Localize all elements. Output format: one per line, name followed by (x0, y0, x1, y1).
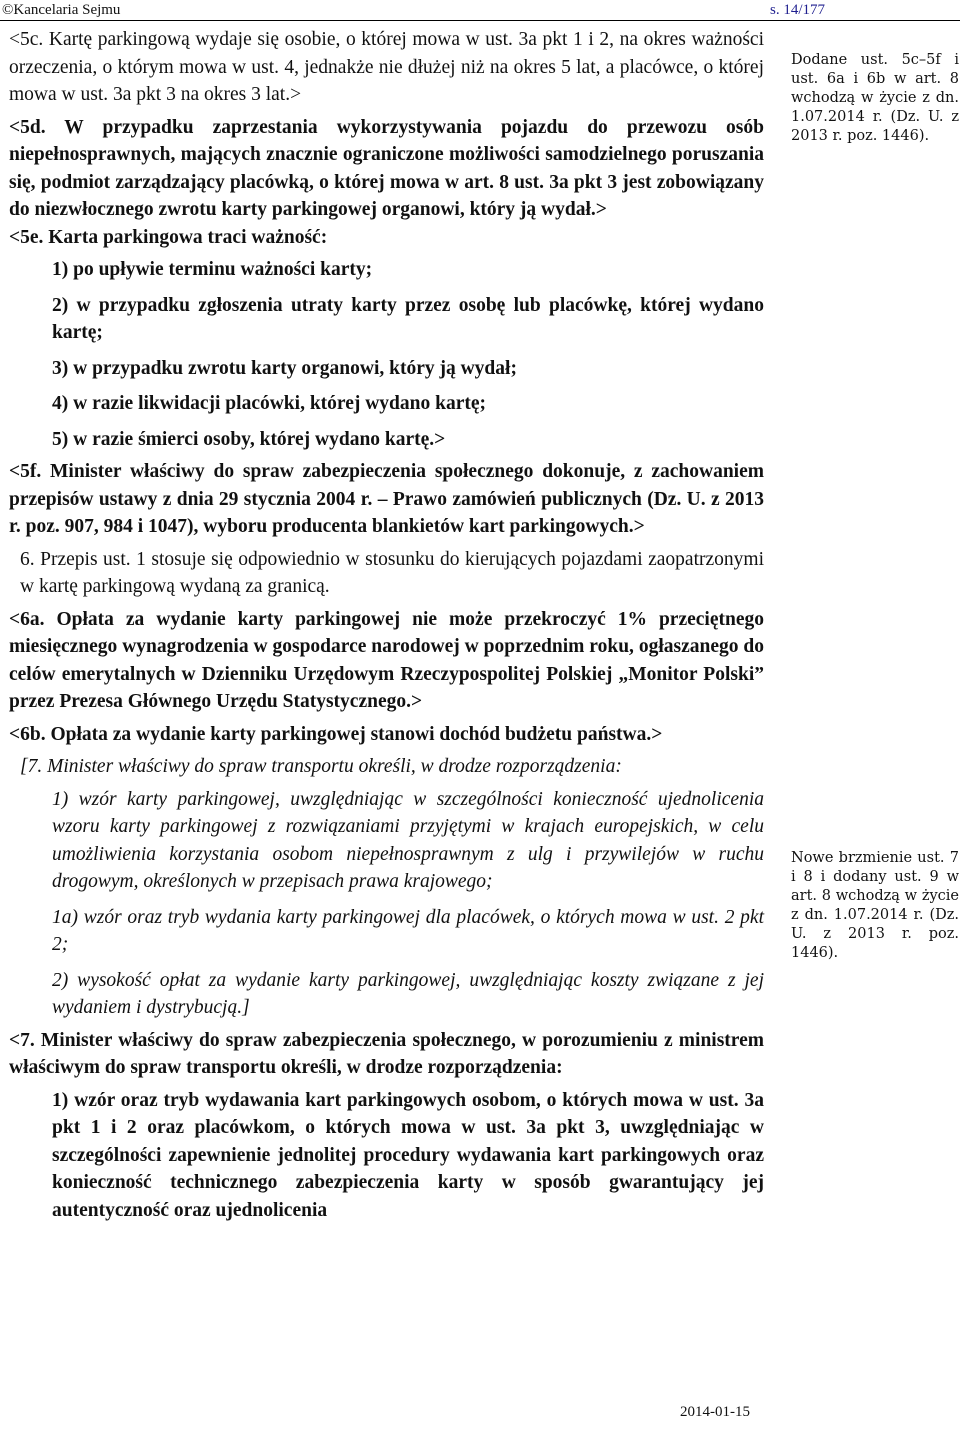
list-item: 3) w przypadku zwrotu karty organowi, który ją wydał; (52, 357, 517, 379)
side-note-new-wording: Nowe brzmienie ust. 7 i 8 i dodany ust. 9 w art. 8 wchodzą w życie z dn. 1.07.2014 r. (Dz. U. z 2013 r. poz. 1446). (791, 850, 959, 961)
paragraph-5f: <5f. Minister właściwy do spraw zabezpieczenia społecznego dokonuje, z zachowaniem przepisów ustawy z dnia 29 stycznia 2004 r. – Prawo zamówień publicznych (Dz. U. z 2013 r. poz. 907, 984 i 1047), wyboru producenta blankietów kart parkingowych.> (9, 461, 764, 537)
header-rule (0, 20, 960, 21)
paragraph-7-old-list (52, 786, 764, 1022)
list-item: 1) po upływie terminu ważności karty; (52, 259, 373, 280)
list-item: 2) wysokość opłat za wydanie karty parkingowej, uwzględniając koszty związane z jej wydaniem i dystrybucją.] (52, 969, 764, 1018)
list-item: 5) w razie śmierci osoby, której wydano kartę.> (52, 428, 446, 450)
list-item: 1) wzór oraz tryb wydawania kart parkingowych osobom, o których mowa w ust. 3a pkt 1 i 2 oraz placówkom, o których mowa w ust. 3a pkt 3, uwzględniając w szczególności zapewnienie jednolitej procedury wydawania kart parkingowych oraz konieczność technicznego zabezpieczenia karty w sposób gwarantujący jej autentyczność oraz ujednolicenia (52, 1089, 764, 1221)
paragraph-5e-list (52, 256, 764, 453)
paragraph-6a: <6a. Opłata za wydanie karty parkingowej nie może przekroczyć 1% przeciętnego miesięcznego wynagrodzenia w gospodarce narodowej w poprzednim roku, ogłaszanego do celów emerytalnych w Dzienniku Urzędowym Rzeczypospolitej Polskiej „Monitor Polski” przez Prezesa Głównego Urzędu Statystycznego.> (9, 608, 764, 712)
paragraph-5d: <5d. W przypadku zaprzestania wykorzystywania pojazdu do przewozu osób niepełnosprawnych, mających znacznie ograniczone możliwości samodzielnego poruszania się, podmiot zarządzający placówką, o której mowa w art. 8 ust. 3a pkt 3 jest zobowiązany do niezwłocznego zwrotu karty parkingowej organowi, który ją wydał.> (9, 116, 764, 220)
paragraph-7-old: [7. Minister właściwy do spraw transportu określi, w drodze rozporządzenia: (20, 756, 622, 777)
side-note-additions: Dodane ust. 5c–5f i ust. 6a i 6b w art. 8 wchodzą w życie z dn. 1.07.2014 r. (Dz. U. z 2013 r. poz. 1446). (791, 52, 959, 144)
list-item: 1) wzór karty parkingowej, uwzględniając w szczególności konieczność ujednolicenia wzoru karty parkingowej z rozwiązaniami przyjętymi w krajach europejskich, w celu umożliwienia korzystania osobom niepełnosprawnym z ulg i przywilejów w ruchu drogowym, określonych w przepisach prawa krajowego; (52, 788, 764, 892)
paragraph-7-new-list (52, 1087, 764, 1225)
list-item: 1a) wzór oraz tryb wydania karty parkingowej dla placówek, o których mowa w ust. 2 pkt 2; (52, 906, 764, 955)
paragraph-7-new: <7. Minister właściwy do spraw zabezpieczenia społecznego, w porozumieniu z ministrem właściwym do spraw transportu określi, w drodze rozporządzenia: (9, 1029, 764, 1078)
paragraph-6: 6. Przepis ust. 1 stosuje się odpowiednio w stosunku do kierujących pojazdami zaopatrzonymi w kartę parkingową wydaną za granicą. (20, 548, 764, 597)
publisher-label: ©Kancelaria Sejmu (2, 2, 121, 18)
paragraph-5c: <5c. Kartę parkingową wydaje się osobie, o której mowa w ust. 3a pkt 1 i 2, na okres ważności orzeczenia, o którym mowa w ust. 4, jednakże nie dłużej niż na okres 5 lat, a placówce, o której mowa w ust. 3a pkt 3 na okres 3 lat.> (9, 29, 764, 105)
list-item: 2) w przypadku zgłoszenia utraty karty przez osobę lub placówkę, której wydano kartę; (52, 294, 764, 343)
main-text (9, 26, 764, 1224)
paragraph-5e: <5e. Karta parkingowa traci ważność: (9, 226, 328, 248)
list-item: 4) w razie likwidacji placówki, której wydano kartę; (52, 393, 487, 414)
page-header (0, 0, 960, 22)
page-number: s. 14/177 (770, 2, 826, 18)
footer-date: 2014-01-15 (680, 1404, 750, 1420)
paragraph-6b: <6b. Opłata za wydanie karty parkingowej stanowi dochód budżetu państwa.> (9, 723, 663, 745)
